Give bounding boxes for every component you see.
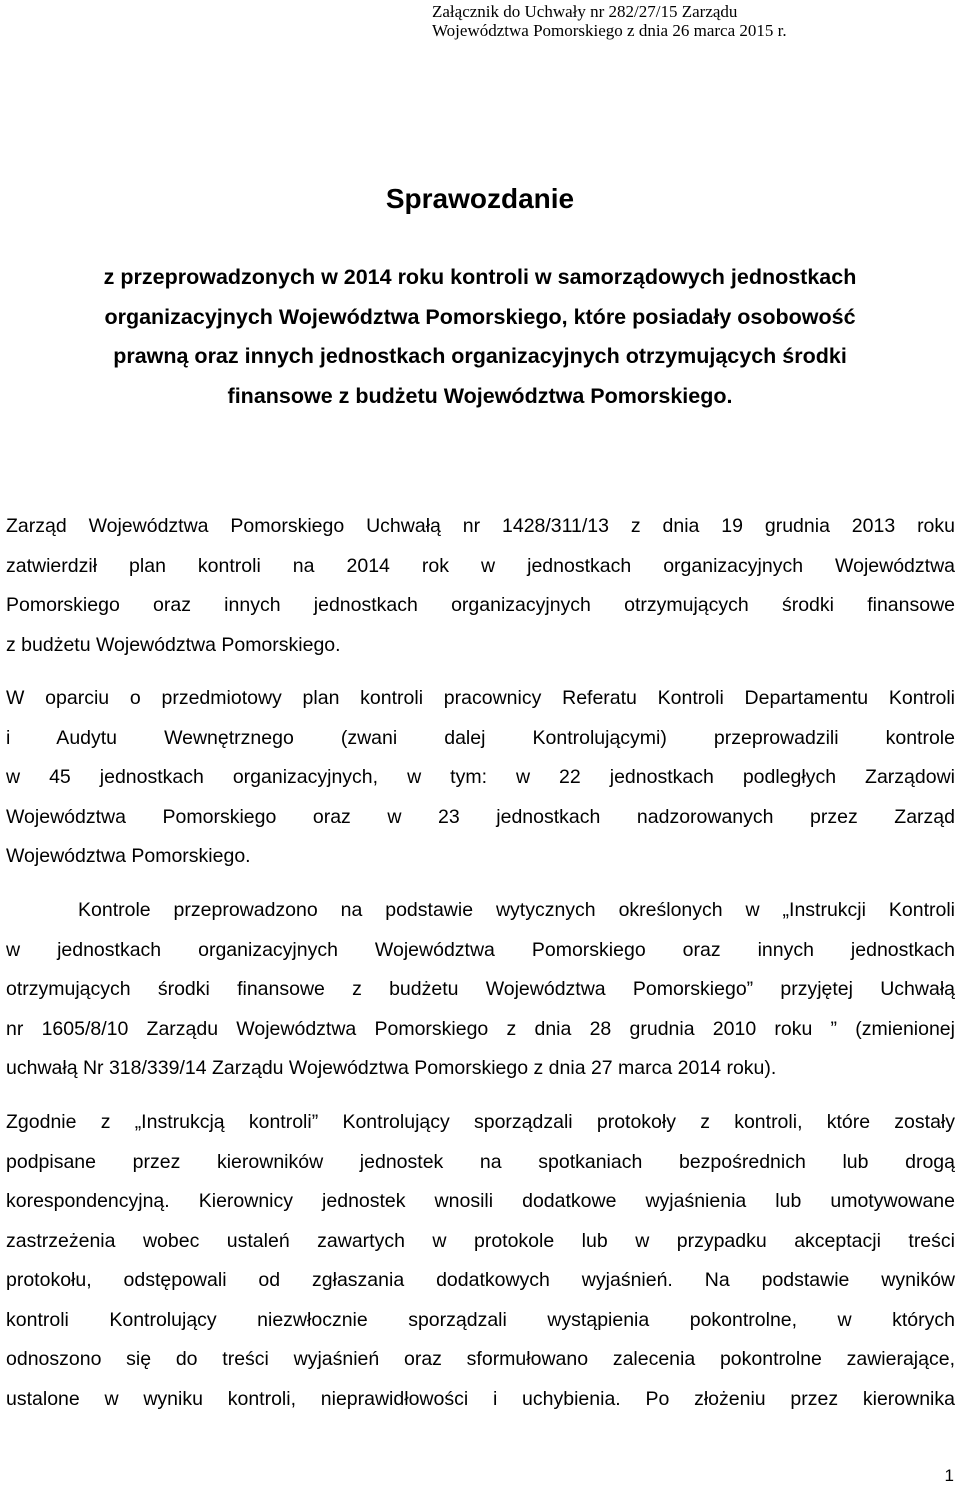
paragraph-line: Pomorskiego oraz innych jednostkach organizacyjnych otrzymujących środki finansowe — [6, 594, 955, 616]
paragraph-line: otrzymujących środki finansowe z budżetu Województwa Pomorskiego” przyjętej Uchwałą — [6, 978, 955, 1000]
paragraph-control-protocols — [6, 1103, 955, 1419]
paragraph-line: kontroli Kontrolujący niezwłocznie sporządzali wystąpienia pokontrolne, w których — [6, 1308, 955, 1331]
paragraph-line: zatwierdził plan kontroli na 2014 rok w jednostkach organizacyjnych Województwa — [6, 554, 955, 577]
paragraph-line: podpisane przez kierowników jednostek na spotkaniach bezpośrednich lub drogą — [6, 1150, 955, 1173]
paragraph-line: odnoszono się do treści wyjaśnień oraz sformułowano zalecenia pokontrolne zawierające, — [6, 1348, 955, 1370]
subtitle-line: finansowe z budżetu Województwa Pomorskiego. — [227, 383, 733, 408]
paragraph-line: Zarząd Województwa Pomorskiego Uchwałą nr 1428/311/13 z dnia 19 grudnia 2013 roku — [6, 515, 955, 537]
paragraph-line: W oparciu o przedmiotowy plan kontroli pracownicy Referatu Kontroli Departamentu Kontroli — [6, 687, 955, 709]
paragraph-line: korespondencyjną. Kierownicy jednostek wnosili dodatkowe wyjaśnienia lub umotywowane — [6, 1190, 955, 1212]
subtitle-line: organizacyjnych Województwa Pomorskiego, które posiadały osobowość — [104, 304, 856, 329]
paragraph-line: ustalone w wyniku kontroli, nieprawidłowości i uchybienia. Po złożeniu przez kierownika — [6, 1387, 955, 1410]
paragraph-controls-conducted — [6, 679, 955, 877]
paragraph-line: Kontrole przeprowadzono na podstawie wytycznych określonych w „Instrukcji Kontroli — [78, 899, 955, 921]
paragraph-line: protokołu, odstępowali od zgłaszania dodatkowych wyjaśnień. Na podstawie wyników — [6, 1269, 955, 1291]
paragraph-line: uchwałą Nr 318/339/14 Zarządu Województwa Pomorskiego z dnia 27 marca 2014 roku). — [6, 1057, 777, 1079]
subtitle-line: z przeprowadzonych w 2014 roku kontroli w samorządowych jednostkach — [103, 265, 857, 289]
paragraph-line: zastrzeżenia wobec ustaleń zawartych w protokole lub w przypadku akceptacji treści — [6, 1229, 955, 1252]
paragraph-plan-approval — [6, 507, 955, 665]
document-subtitle — [20, 258, 940, 416]
paragraph-line: Województwa Pomorskiego. — [6, 845, 251, 867]
attachment-note-line: Załącznik do Uchwały nr 282/27/15 Zarządu — [432, 2, 738, 21]
paragraph-line: i Audytu Wewnętrznego (zwani dalej Kontrolującymi) przeprowadzili kontrole — [6, 726, 955, 749]
document-title: Sprawozdanie — [385, 183, 575, 214]
attachment-note — [432, 2, 932, 40]
paragraph-line: Województwa Pomorskiego oraz w 23 jednostkach nadzorowanych przez Zarząd — [6, 805, 955, 828]
page-number: 1 — [944, 1466, 954, 1485]
attachment-note-line: Województwa Pomorskiego z dnia 26 marca 2015 r. — [432, 21, 787, 40]
paragraph-line: z budżetu Województwa Pomorskiego. — [6, 633, 341, 656]
paragraph-line: nr 1605/8/10 Zarządu Województwa Pomorskiego z dnia 28 grudnia 2010 roku ” (zmienionej — [6, 1017, 955, 1040]
paragraph-line: w jednostkach organizacyjnych Województwa Pomorskiego oraz innych jednostkach — [6, 938, 955, 961]
paragraph-line: w 45 jednostkach organizacyjnych, w tym: w 22 jednostkach podległych Zarządowi — [6, 766, 955, 788]
paragraph-line: Zgodnie z „Instrukcją kontroli” Kontrolujący sporządzali protokoły z kontroli, które zostały — [6, 1111, 955, 1133]
subtitle-line: prawną oraz innych jednostkach organizacyjnych otrzymujących środki — [113, 344, 847, 368]
paragraph-instructions-basis — [6, 891, 955, 1089]
